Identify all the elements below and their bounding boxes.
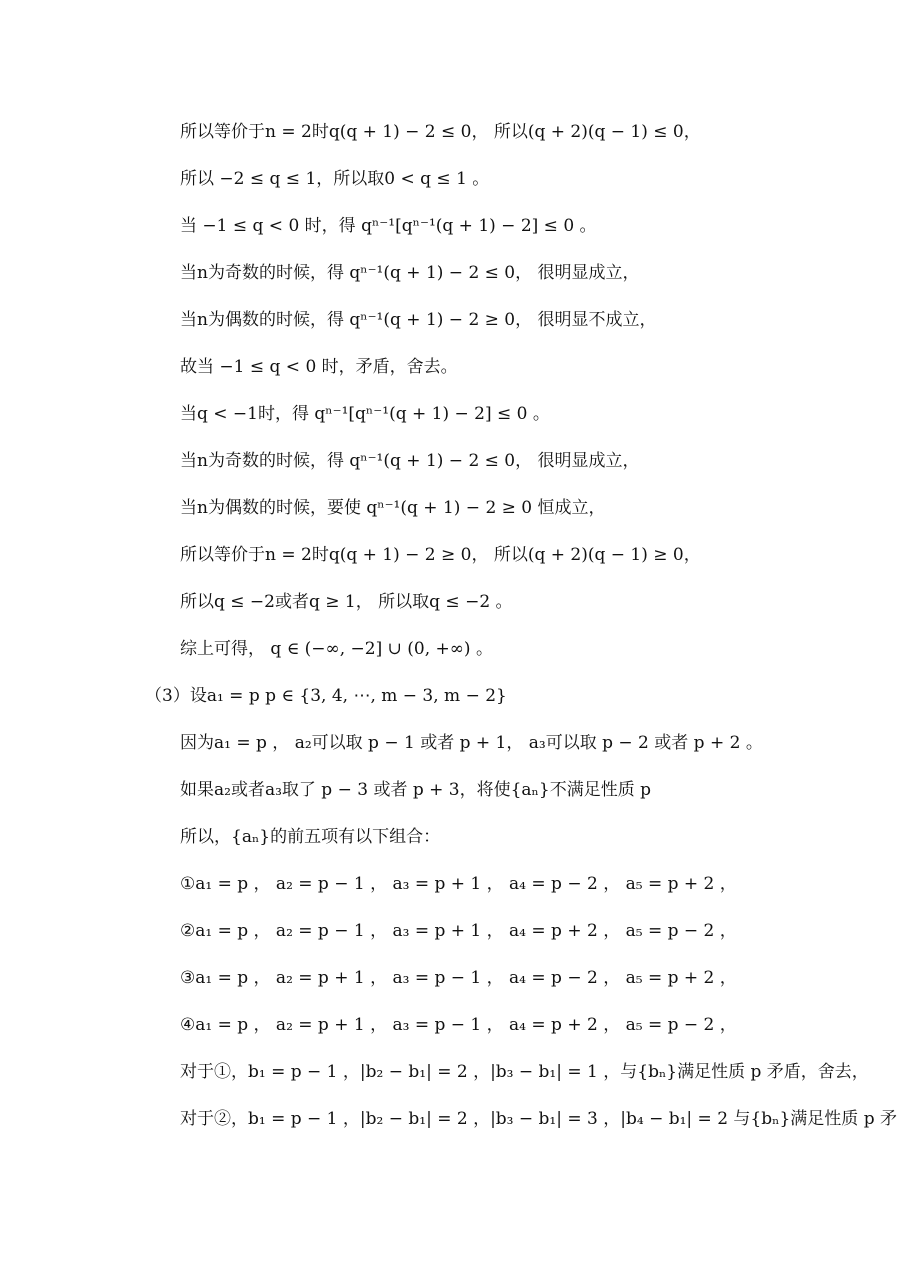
text-line-2: 所以 −2 ≤ q ≤ 1，所以取0 < q ≤ 1 。 — [180, 169, 490, 189]
text-line-9: 当n为偶数的时候，要使 qⁿ⁻¹(q + 1) − 2 ≥ 0 恒成立， — [180, 498, 606, 518]
combination-2: ②a₁ = p ， a₂ = p − 1 ， a₃ = p + 1 ， a₄ = p + 2 ， a₅ = p − 2 ， — [180, 921, 737, 941]
combination-3: ③a₁ = p ， a₂ = p + 1 ， a₃ = p − 1 ， a₄ = p − 2 ， a₅ = p + 2 ， — [180, 968, 737, 988]
text-line-10: 所以等价于n = 2时q(q + 1) − 2 ≥ 0， 所以(q + 2)(q − 1) ≥ 0， — [180, 545, 701, 565]
text-line-16: 所以，{aₙ}的前五项有以下组合： — [180, 827, 441, 847]
text-line-3: 当 −1 ≤ q < 0 时，得 qⁿ⁻¹[qⁿ⁻¹(q + 1) − 2] ≤ 0 。 — [180, 216, 597, 236]
text-line-11: 所以q ≤ −2或者q ≥ 1， 所以取q ≤ −2 。 — [180, 592, 513, 612]
text-line-12: 综上可得， q ∈ (−∞, −2] ∪ (0, +∞) 。 — [180, 639, 493, 659]
combination-4: ④a₁ = p ， a₂ = p + 1 ， a₃ = p − 1 ， a₄ = p + 2 ， a₅ = p − 2 ， — [180, 1015, 737, 1035]
text-line-4: 当n为奇数的时候，得 qⁿ⁻¹(q + 1) − 2 ≤ 0， 很明显成立， — [180, 263, 640, 283]
combination-1: ①a₁ = p ， a₂ = p − 1 ， a₃ = p + 1 ， a₄ = p − 2 ， a₅ = p + 2 ， — [180, 874, 737, 894]
text-line-8: 当n为奇数的时候，得 qⁿ⁻¹(q + 1) − 2 ≤ 0， 很明显成立， — [180, 451, 640, 471]
text-line-14: 因为a₁ = p ， a₂可以取 p − 1 或者 p + 1， a₃可以取 p − 2 或者 p + 2 。 — [180, 733, 763, 753]
text-line-22: 对于②，b₁ = p − 1 ，|b₂ − b₁| = 2 ，|b₃ − b₁| = 3 ，|b₄ − b₁| = 2 与{bₙ}满足性质 p 矛 — [180, 1109, 897, 1129]
text-line-5: 当n为偶数的时候，得 qⁿ⁻¹(q + 1) − 2 ≥ 0， 很明显不成立， — [180, 310, 657, 330]
text-line-21: 对于①，b₁ = p − 1 ，|b₂ − b₁| = 2 ，|b₃ − b₁| = 1 ，与{bₙ}满足性质 p 矛盾，舍去， — [180, 1062, 869, 1082]
text-line-15: 如果a₂或者a₃取了 p − 3 或者 p + 3，将使{aₙ}不满足性质 p — [180, 780, 652, 800]
text-line-6: 故当 −1 ≤ q < 0 时，矛盾，舍去。 — [180, 357, 458, 377]
text-line-7: 当q < −1时，得 qⁿ⁻¹[qⁿ⁻¹(q + 1) − 2] ≤ 0 。 — [180, 404, 550, 424]
text-line-1: 所以等价于n = 2时q(q + 1) − 2 ≤ 0， 所以(q + 2)(q − 1) ≤ 0， — [180, 122, 701, 142]
section-3-heading: （3）设a₁ = p p ∈ {3, 4, ⋯, m − 3, m − 2} — [145, 686, 507, 706]
